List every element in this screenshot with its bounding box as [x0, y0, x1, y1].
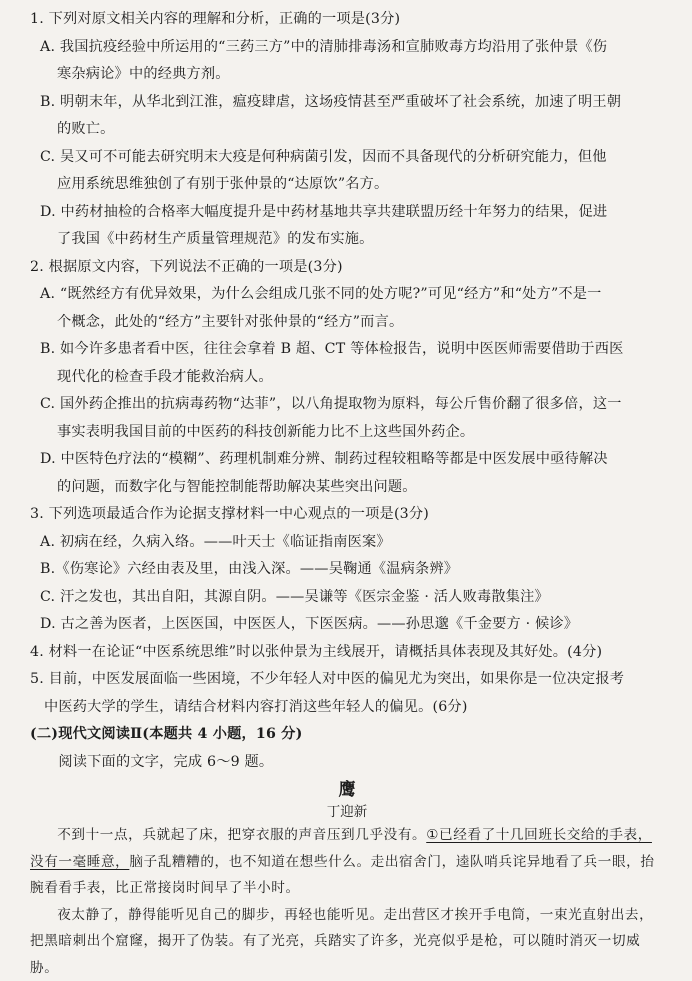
story-paragraph-2: 夜太静了，静得能听见自己的脚步，再轻也能听见。走出营区才挨开手电筒，一束光直射出去，把黑暗刺出个窟窿，揭开了伪装。有了光亮，兵踏实了许多，光亮似乎是枪，可以随时消灭一切威胁。: [30, 902, 664, 981]
question-3: [30, 501, 664, 639]
q3-stem: 3. 下列选项最适合作为论据支撑材料一中心观点的一项是(3分): [30, 501, 664, 529]
story-title: 鹰: [30, 778, 664, 802]
q3-option-c: C. 汗之发也，其出自阳，其源自阴。——吴谦等《医宗金鉴 · 活人败毒散集注》: [30, 584, 664, 612]
q5-line-2: 中医药大学的学生，请结合材料内容打消这些年轻人的偏见。(6分): [30, 694, 664, 722]
section-instruction: 阅读下面的文字，完成 6～9 题。: [30, 749, 664, 777]
story-author: 丁迎新: [30, 802, 664, 822]
q1-option-c: C. 吴又可不可能去研究明末大疫是何种病菌引发，因而不具备现代的分析研究能力，但他 应用系统思维独创了有别于张仲景的“达原饮”名方。: [30, 144, 664, 199]
q3-option-d: D. 古之善为医者，上医医国，中医医人，下医医病。——孙思邈《千金要方 · 候诊》: [30, 611, 664, 639]
q4-text: 4. 材料一在论证“中医系统思维”时以张仲景为主线展开，请概括具体表现及其好处。(4分): [30, 639, 664, 667]
question-5: [30, 666, 664, 721]
q3-option-a: A. 初病在经，久病入络。——叶天士《临证指南医案》: [30, 529, 664, 557]
q5-line-1: 5. 目前，中医发展面临一些困境，不少年轻人对中医的偏见尤为突出，如果你是一位决定报考: [30, 666, 664, 694]
q2-option-c: C. 国外药企推出的抗病毒药物“达菲”，以八角提取物为原料，每公斤售价翻了很多倍，这一 事实表明我国目前的中医药的科技创新能力比不上这些国外药企。: [30, 391, 664, 446]
q2-option-d: D. 中医特色疗法的“模糊”、药理机制难分辨、制药过程较粗略等都是中医发展中亟待解决 的问题，而数字化与智能控制能帮助解决某些突出问题。: [30, 446, 664, 501]
story-paragraph-1: 不到十一点，兵就起了床，把穿衣服的声音压到几乎没有。①已经看了十几回班长交给的手表，没有一毫睡意，脑子乱糟糟的，也不知道在想些什么。走出宿舍门，逵队哨兵诧异地看了兵一眼，抬腕看看手表，比正常接岗时间早了半小时。: [30, 822, 664, 902]
reading-section: [30, 721, 664, 776]
q2-stem: 2. 根据原文内容，下列说法不正确的一项是(3分): [30, 254, 664, 282]
q1-stem: 1. 下列对原文相关内容的理解和分析，正确的一项是(3分): [30, 6, 664, 34]
question-1: [30, 6, 664, 254]
q3-option-b: B.《伤寒论》六经由表及里，由浅入深。——吴鞠通《温病条辨》: [30, 556, 664, 584]
question-2: [30, 254, 664, 502]
q1-option-b: B. 明朝末年，从华北到江淮，瘟疫肆虐，这场疫情甚至严重破坏了社会系统，加速了明王朝 的败亡。: [30, 89, 664, 144]
q2-option-b: B. 如今许多患者看中医，往往会拿着 B 超、CT 等体检报告，说明中医医师需要借助于西医 现代化的检查手段才能救治病人。: [30, 336, 664, 391]
section-heading: (二)现代文阅读Ⅱ(本题共 4 小题，16 分): [30, 721, 664, 749]
q1-option-d: D. 中药材抽检的合格率大幅度提升是中药材基地共享共建联盟历经十年努力的结果，促进 了我国《中药材生产质量管理规范》的发布实施。: [30, 199, 664, 254]
question-4: [30, 639, 664, 667]
q2-option-a: A. “既然经方有优异效果，为什么会组成几张不同的处方呢?”可见“经方”和“处方”不是一 个概念，此处的“经方”主要针对张仲景的“经方”而言。: [30, 281, 664, 336]
underlined-sentence: ①已经看了十几回班长交给的手表，没有一毫睡意，: [30, 827, 652, 870]
q1-option-a: A. 我国抗疫经验中所运用的“三药三方”中的清肺排毒汤和宣肺败毒方均沿用了张仲景《伤 寒杂病论》中的经典方剂。: [30, 34, 664, 89]
